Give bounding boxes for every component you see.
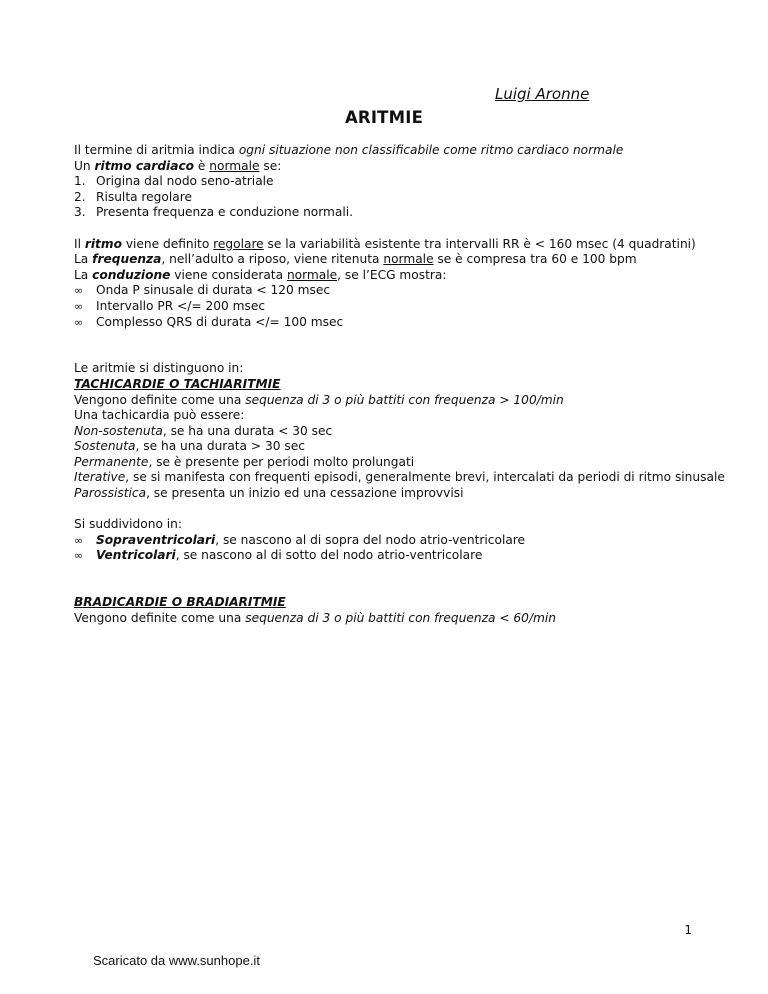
text: è [194, 158, 210, 173]
text: , nell’adulto a riposo, viene ritenuta [161, 252, 384, 267]
text: Un [74, 158, 95, 173]
bullet-item [74, 283, 714, 299]
italic-text: sequenza di 3 o più battiti con frequenza > 100/min [245, 392, 564, 407]
text: , se ha una durata < 30 sec [162, 423, 333, 438]
author-name: Luigi Aronne [495, 85, 590, 103]
list-item [74, 174, 714, 190]
spacer [74, 330, 714, 361]
italic-text: sequenza di 3 o più battiti con frequenza < 60/min [245, 610, 557, 625]
text: se: [259, 158, 282, 173]
text: , se ha una durata > 30 sec [135, 439, 305, 454]
list-number: 3. [74, 205, 86, 220]
section-heading-tachi: TACHICARDIE O TACHIARITMIE [74, 376, 281, 391]
text: Il termine di aritmia indica [74, 143, 239, 157]
text: La [74, 252, 93, 267]
infinity-bullet-icon: ∞ [74, 549, 84, 563]
infinity-bullet-icon: ∞ [74, 533, 84, 547]
infinity-bullet-icon: ∞ [74, 299, 84, 313]
bullet-item [74, 315, 714, 331]
text: , se nascono al di sopra del nodo atrio-ventricolare [215, 532, 526, 547]
tachi-type [74, 424, 714, 440]
rhythm-definition [74, 237, 714, 253]
bold-italic-term: ritmo cardiaco [94, 158, 195, 173]
list-number: 2. [74, 189, 86, 204]
tachi-type [74, 455, 714, 471]
text: Vengono definite come una [74, 610, 246, 625]
section-heading-bradi: BRADICARDIE O BRADIARITMIE [74, 595, 286, 610]
text: se è compresa tra 60 e 100 bpm [433, 252, 637, 267]
italic-term: Non-sostenuta [74, 423, 163, 438]
italic-term: Sostenuta [74, 439, 136, 454]
bullet-text: Complesso QRS di durata </= 100 msec [96, 314, 344, 329]
list-text: Presenta frequenza e conduzione normali. [96, 205, 354, 220]
tachi-definition [74, 393, 714, 409]
normal-rhythm-line [74, 159, 714, 175]
conduction-definition [74, 268, 714, 284]
infinity-bullet-icon: ∞ [74, 315, 84, 329]
bullet-item [74, 548, 714, 564]
bold-italic-term: Sopraventricolari [96, 532, 216, 547]
bold-italic-term: Ventricolari [96, 548, 176, 563]
italic-text: ogni situazione non classificabile come ritmo cardiaco normale [238, 143, 624, 157]
bullet-text: Onda P sinusale di durata < 120 msec [96, 283, 331, 298]
tachi-type [74, 439, 714, 455]
tachi-can-be: Una tachicardia può essere: [74, 408, 245, 423]
tachi-type [74, 486, 714, 502]
underlined-term: normale [286, 267, 338, 282]
text: La [74, 267, 93, 282]
text: se la variabilità esistente tra intervalli RR è < 160 msec (4 quadratini) [263, 236, 696, 251]
text: viene definito [121, 236, 214, 251]
list-number: 1. [74, 174, 86, 189]
text: , se si manifesta con frequenti episodi, generalmente brevi, intercalati da periodi di ritmo sinusale [125, 470, 725, 485]
tachi-type [74, 470, 725, 486]
text: , se è presente per periodi molto prolungati [148, 454, 415, 469]
list-text: Origina dal nodo seno-atriale [96, 174, 274, 189]
spacer [74, 221, 714, 237]
text: viene considerata [170, 267, 287, 282]
spacer [74, 564, 714, 595]
infinity-bullet-icon: ∞ [74, 284, 84, 298]
classification-intro: Le aritmie si distinguono in: [74, 361, 244, 376]
list-text: Risulta regolare [96, 189, 192, 204]
underlined-term: normale [209, 158, 260, 173]
page-title: ARITMIE [344, 108, 424, 127]
text: , se l’ECG mostra: [337, 267, 447, 282]
bullet-item [74, 533, 714, 549]
text: Vengono definite come una [74, 392, 246, 407]
list-item [74, 190, 714, 206]
bradi-definition [74, 611, 714, 627]
bold-italic-term: frequenza [92, 252, 162, 267]
bullet-text: Intervallo PR </= 200 msec [96, 298, 266, 313]
spacer [74, 502, 714, 518]
text: Il [74, 236, 85, 251]
bullet-item [74, 299, 714, 315]
list-item [74, 205, 714, 221]
italic-term: Iterative [74, 470, 126, 485]
bold-italic-term: conduzione [92, 267, 171, 282]
text: , se nascono al di sotto del nodo atrio-ventricolare [175, 548, 483, 563]
download-source-footer: Scaricato da www.sunhope.it [93, 953, 260, 968]
document-body [74, 143, 725, 626]
underlined-term: normale [383, 252, 434, 267]
page-number: 1 [684, 923, 692, 937]
frequency-definition [74, 252, 714, 268]
italic-term: Parossistica [74, 486, 147, 501]
underlined-term: regolare [213, 236, 264, 251]
subdivide-intro: Si suddividono in: [74, 517, 182, 532]
intro-line [74, 143, 714, 159]
bold-italic-term: ritmo [84, 236, 122, 251]
italic-term: Permanente [74, 454, 149, 469]
text: , se presenta un inizio ed una cessazione improvvisi [146, 486, 464, 501]
